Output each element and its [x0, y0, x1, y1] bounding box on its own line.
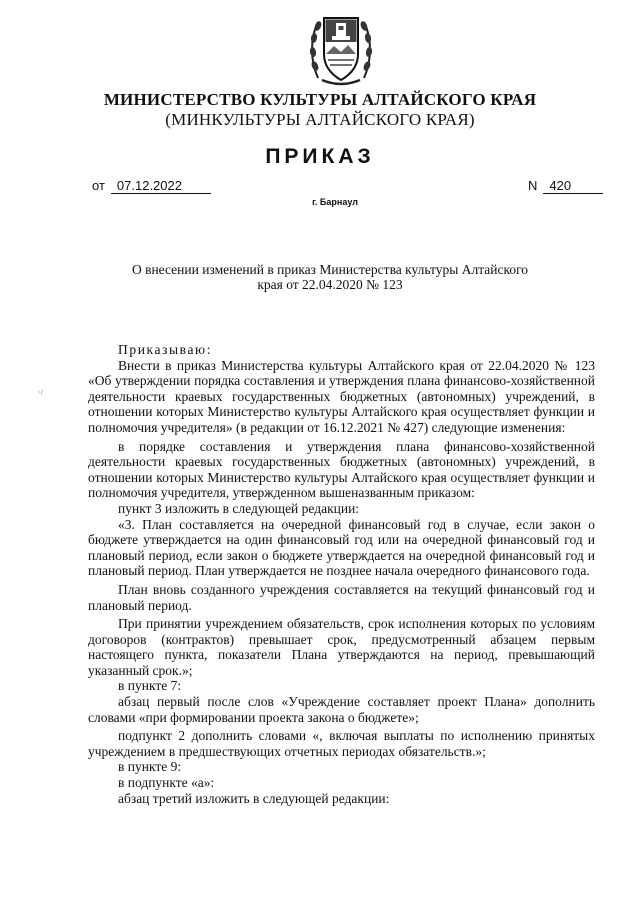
order-body	[88, 342, 595, 806]
altai-krai-coat-of-arms-icon	[308, 8, 374, 90]
body-paragraph: абзац первый после слов «Учреждение составляет проект Плана» дополнить словами «при формировании проекта закона о бюджете»;	[88, 694, 595, 725]
body-paragraph: в пункте 9:	[118, 759, 182, 775]
stray-mark: ·/	[38, 388, 43, 397]
date-value: 07.12.2022	[111, 178, 211, 194]
body-paragraph: План вновь созданного учреждения составляется на текущий финансовый год и плановый период.	[88, 581, 595, 613]
number-field	[528, 178, 603, 194]
body-paragraph: «3. План составляется на очередной финансовый год в случае, если закон о бюджете утверждается на один финансовый год или на очередной финансовый год и плановый период, если закон о бюджете утверждается на очередной финансовый год и плановый период. План утверждается не позднее начала очередного финансового года.	[88, 516, 595, 579]
order-title	[110, 262, 550, 292]
body-paragraph: в пункте 7:	[118, 678, 182, 694]
body-paragraph: Приказываю:	[118, 342, 213, 357]
document-type: ПРИКАЗ	[265, 145, 375, 168]
ministry-name: МИНИСТЕРСТВО КУЛЬТУРЫ АЛТАЙСКОГО КРАЯ	[103, 90, 537, 109]
date-prefix: от	[92, 178, 105, 193]
city-label: г. Барнаул	[312, 197, 358, 207]
body-paragraph: Внести в приказ Министерства культуры Алтайского края от 22.04.2020 № 123 «Об утверждении порядка составления и утверждения плана финансово-хозяйственной деятельности краевых государственных бюджетных (автономных) учреждений, в отношении которых Министерство культуры Алтайского края осуществляет функции и полномочия учредителя» (в редакции от 16.12.2021 № 427) следующие изменения:	[88, 357, 595, 435]
order-title-line: края от 22.04.2020 № 123	[257, 277, 403, 292]
number-value: 420	[543, 178, 603, 194]
number-prefix: N	[528, 178, 538, 193]
body-paragraph: подпункт 2 дополнить словами «, включая выплаты по исполнению принятых учреждением в предшествующих отчетных периодах обязательств.»;	[88, 728, 595, 759]
body-paragraph: в подпункте «а»:	[118, 775, 215, 791]
body-paragraph: абзац третий изложить в следующей редакции:	[118, 790, 390, 806]
body-paragraph: При принятии учреждением обязательств, срок исполнения которых по условиям договоров (контрактов) превышает срок, предусмотренный абзацем первым настоящего пункта, показатели Плана утверждаются на период, превышающий указанный срок.»;	[88, 616, 595, 678]
date-field	[92, 178, 211, 194]
order-title-line: О внесении изменений в приказ Министерства культуры Алтайского	[131, 262, 529, 277]
body-paragraph: в порядке составления и утверждения плана финансово-хозяйственной деятельности краевых государственных бюджетных (автономных) учреждений, в отношении которых Министерство культуры Алтайского края осуществляет функции и полномочия учредителя, утвержденном вышеназванным приказом:	[88, 438, 595, 501]
ministry-short-name: (МИНКУЛЬТУРЫ АЛТАЙСКОГО КРАЯ)	[165, 110, 475, 129]
body-paragraph: пункт 3 изложить в следующей редакции:	[118, 500, 360, 516]
